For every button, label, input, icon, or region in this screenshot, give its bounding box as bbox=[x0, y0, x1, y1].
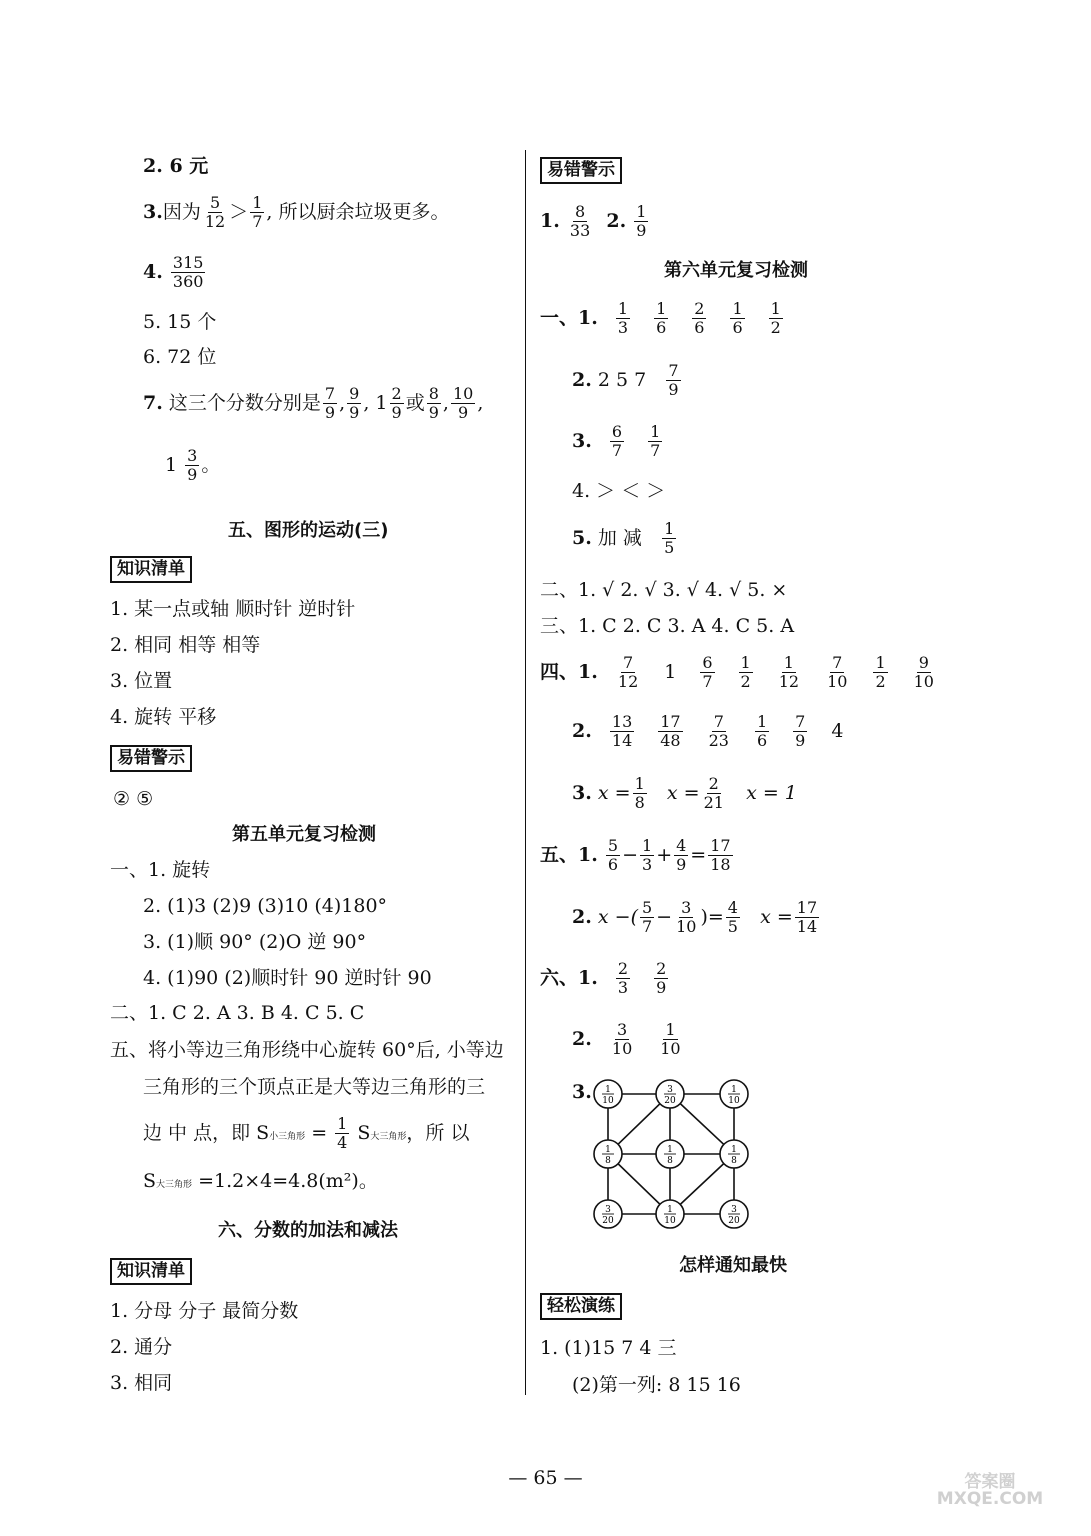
knowledge-4: 4. 旋转 平移 bbox=[110, 706, 217, 728]
network-node bbox=[656, 1140, 684, 1168]
svg-text:3: 3 bbox=[667, 1085, 673, 1095]
unit5-q1-3: 3. (1)顺 90° (2)O 逆 90° bbox=[143, 931, 367, 953]
network-node bbox=[720, 1200, 748, 1228]
error-warning-label-right: 易错警示 bbox=[540, 157, 622, 184]
unit6-q4-1: 四、1. $\frac{7}{12}$ 1 $\frac{6}{7}$ $\frac{1}{2}$ $\frac{1}{12}$ $\frac{7}{10}$ $\frac{1}{2}$ $\frac{9}{10}$ bbox=[540, 654, 948, 692]
section-6-title: 六、分数的加法和减法 bbox=[218, 1220, 398, 1241]
answer-3: 3.因为 $\frac{5}{12}$ ＞ $\frac{1}{7}$ , 所以厨余垃圾更多。 bbox=[143, 193, 450, 232]
notification-network-diagram bbox=[590, 1078, 760, 1230]
unit5-q5-line3: 边 中 点，即 S小三角形 = $\frac{1}{4}$ S大三角形，所 以 bbox=[143, 1114, 470, 1153]
unit6-q6-1: 六、1. $\frac{2}{3}$ $\frac{2}{9}$ bbox=[540, 960, 680, 998]
svg-text:10: 10 bbox=[602, 1096, 614, 1106]
svg-text:8: 8 bbox=[731, 1156, 737, 1166]
knowledge-list-label: 知识清单 bbox=[110, 556, 192, 583]
unit5-q1-4: 4. (1)90 (2)顺时针 90 逆时针 90 bbox=[143, 967, 432, 989]
practice-q1-2: (2)第一列: 8 15 16 bbox=[572, 1374, 741, 1396]
error-answers: ② ⑤ bbox=[113, 788, 154, 810]
fraction-1: $\frac{3}{10}$ bbox=[611, 1020, 633, 1059]
fraction-3: $\frac{2}{6}$ bbox=[694, 299, 705, 338]
answer-6: 6. 72 位 bbox=[143, 346, 217, 368]
fastest-notify-title: 怎样通知最快 bbox=[679, 1255, 787, 1276]
unit6-q4-2: 2. $\frac{13}{14}$ $\frac{17}{48}$ $\frac{7}{23}$ $\frac{1}{6}$ $\frac{7}{9}$ 4 bbox=[572, 713, 855, 751]
fraction-2: $\frac{2}{9}$ bbox=[656, 959, 667, 998]
unit6-q4-2-items bbox=[598, 712, 856, 751]
answer-item-4: $\frac{1}{2}$ bbox=[740, 653, 751, 692]
unit6-q1-2: 2. 2 5 7 $\frac{7}{9}$ bbox=[572, 361, 679, 400]
answer-item-6: 4 bbox=[831, 719, 844, 742]
answer-item-2: $\frac{17}{48}$ bbox=[660, 712, 681, 751]
answer-item-3: $\frac{7}{23}$ bbox=[708, 712, 729, 751]
watermark: 答案圈 MXQE.COM bbox=[936, 1472, 1044, 1509]
svg-text:1: 1 bbox=[667, 1205, 673, 1215]
unit5-q5-line4: S大三角形 =1.2×4=4.8(m²)。 bbox=[143, 1170, 378, 1192]
svg-text:1: 1 bbox=[605, 1085, 611, 1095]
answer-item-8: $\frac{9}{10}$ bbox=[913, 653, 934, 692]
unit5-q5-line1: 五、将小等边三角形绕中心旋转 60°后, 小等边 bbox=[110, 1039, 504, 1061]
unit6-q6-1-fractions bbox=[604, 959, 680, 998]
knowledge-2: 2. 相同 相等 相等 bbox=[110, 634, 261, 656]
fraction-1: $\frac{1}{3}$ bbox=[617, 299, 629, 338]
answer-item-1: $\frac{7}{12}$ bbox=[617, 653, 639, 692]
answer-item-6: $\frac{7}{10}$ bbox=[827, 653, 848, 692]
answer-item-1: $\frac{13}{14}$ bbox=[611, 712, 633, 751]
sec6-q3: 3. 相同 bbox=[110, 1372, 173, 1394]
fraction-1: $\frac{2}{3}$ bbox=[617, 959, 629, 998]
unit6-q1-5: 5. 加 减 $\frac{1}{5}$ bbox=[572, 519, 675, 558]
svg-text:3: 3 bbox=[731, 1205, 737, 1215]
svg-text:8: 8 bbox=[605, 1156, 611, 1166]
fraction-2: $\frac{1}{6}$ bbox=[656, 299, 667, 338]
fraction-1: $\frac{6}{7}$ bbox=[611, 422, 623, 461]
column-divider bbox=[525, 150, 526, 1395]
unit6-q4-3: 3. x = $\frac{1}{8}$ x = $\frac{2}{21}$ x = 1 bbox=[572, 774, 797, 813]
unit5-q2: 二、1. C 2. A 3. B 4. C 5. C bbox=[110, 1002, 365, 1024]
svg-text:1: 1 bbox=[731, 1085, 737, 1095]
sec6-q1: 1. 分母 分子 最简分数 bbox=[110, 1300, 299, 1322]
svg-text:10: 10 bbox=[728, 1096, 740, 1106]
knowledge-list-label-2: 知识清单 bbox=[110, 1258, 192, 1285]
answer-item-7: $\frac{1}{2}$ bbox=[875, 653, 886, 692]
fraction-5: $\frac{1}{2}$ bbox=[770, 299, 781, 338]
network-node bbox=[720, 1140, 748, 1168]
unit6-q3: 三、1. C 2. C 3. A 4. C 5. A bbox=[540, 615, 795, 637]
network-node bbox=[720, 1080, 748, 1108]
page-number: — 65 — bbox=[508, 1467, 583, 1489]
unit6-q5-2: 2. x −( $\frac{5}{7}$ − $\frac{3}{10}$ )= $\frac{4}{5}$ x = $\frac{17}{14}$ bbox=[572, 898, 818, 937]
unit6-q6-3-label: 3. bbox=[572, 1081, 592, 1103]
answer-7-cont: 1 $\frac{3}{9}$ 。 bbox=[165, 446, 221, 485]
svg-text:1: 1 bbox=[731, 1145, 737, 1155]
unit6-q1-3: 3. $\frac{6}{7}$ $\frac{1}{7}$ bbox=[572, 423, 674, 461]
unit6-q1-1: 一、1. $\frac{1}{3}$ $\frac{1}{6}$ $\frac{2}{6}$ $\frac{1}{6}$ $\frac{1}{2}$ bbox=[540, 300, 795, 338]
answer-item-5: $\frac{1}{12}$ bbox=[778, 653, 800, 692]
network-node bbox=[656, 1200, 684, 1228]
easy-practice-label: 轻松演练 bbox=[540, 1293, 622, 1320]
fraction-2: $\frac{1}{10}$ bbox=[660, 1020, 681, 1059]
error-answers-right: 1. $\frac{8}{33}$ 2. $\frac{1}{9}$ bbox=[540, 202, 647, 241]
answer-item-4: $\frac{1}{6}$ bbox=[756, 712, 768, 751]
unit6-q2: 二、1. √ 2. √ 3. √ 4. √ 5. × bbox=[540, 579, 788, 601]
unit-5-title: 第五单元复习检测 bbox=[232, 824, 376, 845]
answer-7: 7. 这三个分数分别是 $\frac{7}{9}$ , $\frac{9}{9}$ , 1 $\frac{2}{9}$ 或 $\frac{8}{9}$ , $\frac{10}{9}$ , bbox=[143, 384, 484, 423]
svg-text:1: 1 bbox=[605, 1145, 611, 1155]
practice-q1-1: 1. (1)15 7 4 三 bbox=[540, 1337, 677, 1359]
answer-item-5: $\frac{7}{9}$ bbox=[795, 712, 806, 751]
svg-text:20: 20 bbox=[664, 1096, 676, 1106]
answer-4: 4. $\frac{315}{360}$ bbox=[143, 253, 204, 292]
svg-text:20: 20 bbox=[728, 1216, 740, 1226]
unit6-q5-1: 五、1. $\frac{5}{6}$ − $\frac{1}{3}$ + $\frac{4}{9}$ = $\frac{17}{18}$ bbox=[540, 836, 731, 875]
network-node bbox=[594, 1200, 622, 1228]
svg-text:3: 3 bbox=[605, 1205, 611, 1215]
knowledge-1: 1. 某一点或轴 顺时针 逆时针 bbox=[110, 598, 356, 620]
error-warning-label: 易错警示 bbox=[110, 745, 192, 772]
answer-item-2: 1 bbox=[664, 660, 677, 683]
section-5-title: 五、图形的运动(三) bbox=[228, 520, 389, 541]
unit5-q1-2: 2. (1)3 (2)9 (3)10 (4)180° bbox=[143, 895, 388, 917]
unit6-q1-4: 4. ＞ ＜ ＞ bbox=[572, 480, 666, 502]
sec6-q2: 2. 通分 bbox=[110, 1336, 173, 1358]
unit-6-title: 第六单元复习检测 bbox=[664, 260, 808, 281]
answer-2: 2. 6 元 bbox=[143, 155, 209, 177]
fraction-2: $\frac{1}{7}$ bbox=[650, 422, 661, 461]
fraction-4: $\frac{1}{6}$ bbox=[732, 299, 743, 338]
answer-item-3: $\frac{6}{7}$ bbox=[702, 653, 713, 692]
unit5-q5-line2: 三角形的三个顶点正是大等边三角形的三 bbox=[143, 1076, 486, 1098]
network-node bbox=[594, 1140, 622, 1168]
svg-text:20: 20 bbox=[602, 1216, 614, 1226]
svg-text:8: 8 bbox=[667, 1156, 673, 1166]
svg-text:1: 1 bbox=[667, 1145, 673, 1155]
unit5-q1-1: 一、1. 旋转 bbox=[110, 859, 211, 881]
network-node bbox=[594, 1080, 622, 1108]
answer-5: 5. 15 个 bbox=[143, 311, 217, 333]
network-node bbox=[656, 1080, 684, 1108]
unit6-q6-2: 2. $\frac{3}{10}$ $\frac{1}{10}$ bbox=[572, 1021, 695, 1059]
knowledge-3: 3. 位置 bbox=[110, 670, 173, 692]
svg-text:10: 10 bbox=[664, 1216, 676, 1226]
